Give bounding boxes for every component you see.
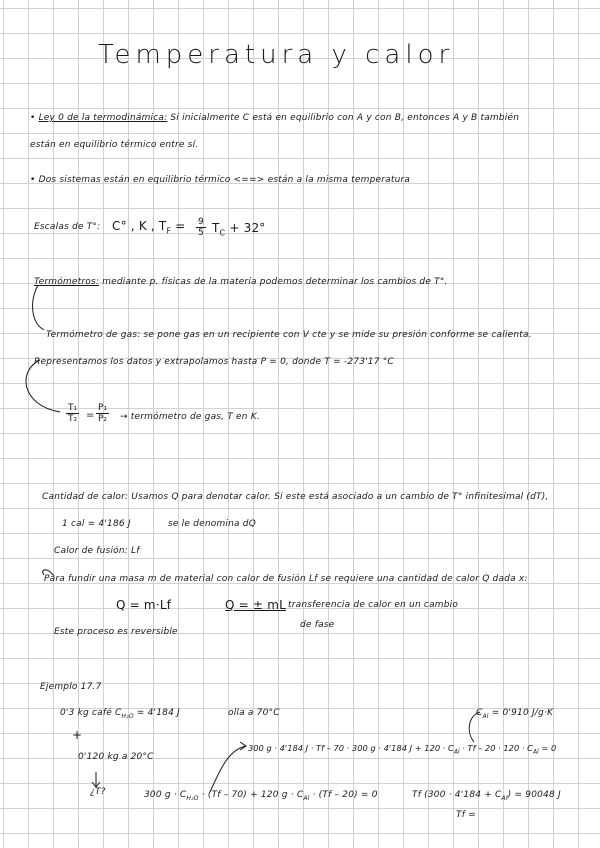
escalas-label: Escalas de T°: bbox=[34, 222, 101, 232]
cal-text: se le denomina dQ bbox=[168, 519, 256, 529]
escalas-tc: $T_C + 32^\circ$ bbox=[212, 221, 266, 238]
equation-1: 300 g · 4'184 J · Tf – 70 · 300 g · 4'184 $J + 120 \cdot C_{Al} \cdot Tf - 20 \cdot 120 \cdot C_{Al} = 0$ bbox=[248, 743, 557, 756]
t-ratio: $\frac{\text{T₁}}{\text{T₂}}$ bbox=[68, 403, 78, 424]
plus-sign: + bbox=[72, 728, 83, 742]
ley0-line: • Ley 0 de la termodinámica: Si inicialmente C está en equilibrio con A y con B, entonces A y B también bbox=[30, 113, 520, 123]
reversible-text: Este proceso es reversible bbox=[54, 627, 178, 637]
termometro-gas-label: → termómetro de gas, T en K. bbox=[120, 412, 260, 422]
cal-value: 1 cal = 4'186 J bbox=[62, 519, 131, 529]
representamos-text: Representamos los datos y extrapolamos hasta P = 0, donde T = -273'17 °C bbox=[34, 357, 394, 367]
escalas-units: C° , K , $T_F$ = bbox=[112, 219, 186, 236]
cafe-line: 0'3 kg café $C_{H_2O} = 4'184$ J bbox=[60, 708, 180, 720]
olla-text: olla a 70°C bbox=[228, 708, 280, 718]
fundir-hook bbox=[43, 570, 54, 576]
p-ratio: $\frac{\text{P₁}}{\text{P₂}}$ bbox=[98, 403, 108, 424]
ley0-continuation: están en equilibrio térmico entre sí. bbox=[30, 140, 199, 150]
eq-connector-head bbox=[240, 742, 246, 750]
de-fase-text: de fase bbox=[300, 620, 335, 630]
eq-connector bbox=[210, 746, 246, 792]
ratio-equals: = bbox=[86, 410, 95, 421]
transferencia-text: transferencia de calor en un cambio bbox=[288, 600, 459, 610]
page-title: Temperatura y calor bbox=[98, 40, 455, 70]
ley0-text: Si inicialmente C está en equilibrio con A y con B, entonces A y B también bbox=[167, 113, 520, 123]
termometros-bracket bbox=[33, 285, 44, 330]
vaso-text: 0'120 kg a 20°C bbox=[78, 752, 154, 762]
escalas-fraction: $\frac{9}{5}$ bbox=[198, 217, 204, 238]
cantidad-calor-text: Cantidad de calor: Usamos Q para denotar calor. Si este está asociado a un cambio de T° infinitesimal (dT), bbox=[42, 492, 549, 502]
ley0-label: Ley 0 de la termodinámica: bbox=[38, 113, 168, 123]
q-pm: Q = ± mL bbox=[225, 598, 286, 612]
equation-2: 300 $g \cdot C_{H_2O} \cdot (Tf - 70) + 120$ $g \cdot C_{Al} \cdot (Tf - 20) = 0$ bbox=[144, 790, 378, 802]
termometros-text: mediante p. físicas de la materia podemos determinar los cambios de T°. bbox=[99, 277, 448, 287]
fundir-text: Para fundir una masa m de material con calor de fusión Lf se requiere una cantidad de calor Q dada x: bbox=[44, 574, 528, 584]
equilibrio-bullet: • Dos sistemas están en equilibrio térmico <==> están a la misma temperatura bbox=[30, 175, 411, 185]
calor-fusion: Calor de fusión: Lf bbox=[54, 546, 140, 556]
equation-3: Tf $(300 \cdot 4'184 + C_{Al}) = 90048$ J bbox=[412, 790, 561, 802]
termometros-label: Termómetros: bbox=[34, 277, 100, 287]
termometro-gas-text: Termómetro de gas: se pone gas en un recipiente con V cte y se mide su presión conforme se calienta. bbox=[46, 330, 532, 340]
q-mlf: Q = m·Lf bbox=[116, 598, 172, 612]
ejemplo-title: Ejemplo 17.7 bbox=[40, 682, 102, 692]
cal-al-connector bbox=[469, 712, 480, 742]
representamos-bracket bbox=[26, 360, 60, 412]
question-t: ¿T? bbox=[90, 787, 106, 797]
tf-result: Tf = bbox=[456, 810, 476, 820]
cal-al-value: $C_{Al} = 0'910$ J/g·K bbox=[476, 708, 554, 720]
